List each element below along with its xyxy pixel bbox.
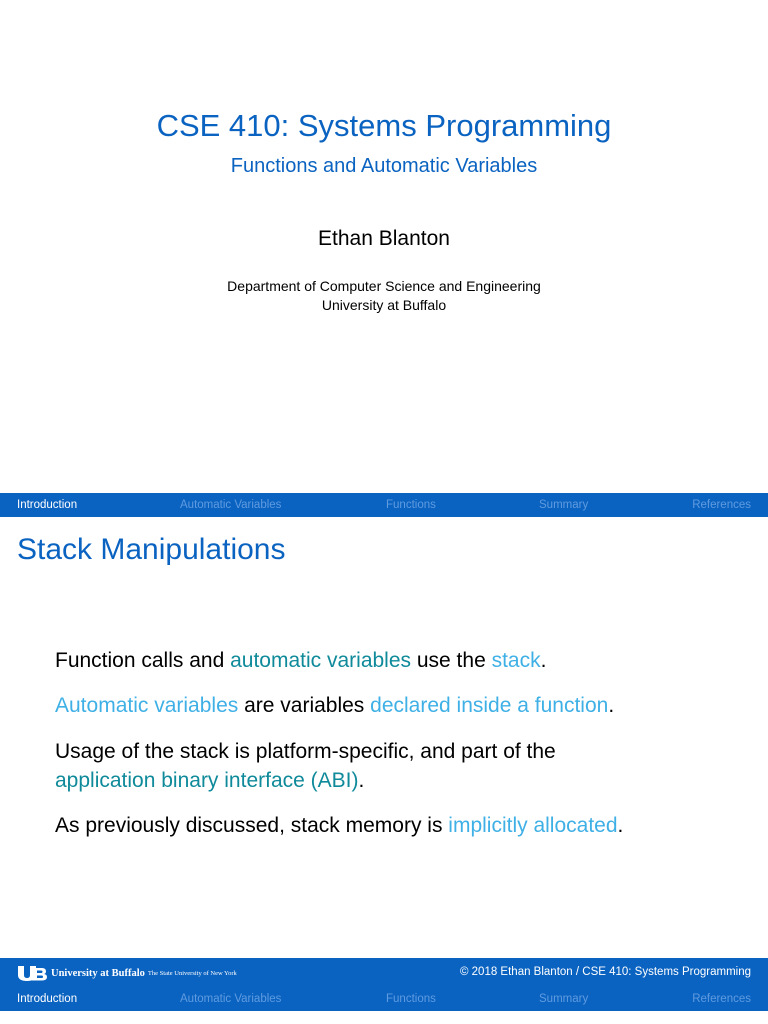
copyright-text: © 2018 Ethan Blanton / CSE 410: Systems Programming — [459, 966, 751, 978]
frame-title: Stack Manipulations — [17, 533, 286, 566]
text-run: . — [540, 649, 547, 672]
nav-introduction[interactable]: Introduction — [17, 993, 78, 1005]
author-name: Ethan Blanton — [318, 227, 450, 250]
logo-wordmark: University at Buffalo — [51, 967, 145, 979]
department-name: Department of Computer Science and Engineering — [227, 278, 541, 294]
ub-logo-icon — [17, 965, 48, 981]
bullet-paragraph — [55, 691, 735, 720]
highlighted-term: Automatic variables — [55, 694, 239, 717]
presentation-subtitle: Functions and Automatic Variables — [230, 155, 538, 177]
nav-summary[interactable]: Summary — [539, 499, 589, 511]
nav-introduction[interactable]: Introduction — [17, 499, 78, 511]
nav-references[interactable]: References — [692, 499, 751, 511]
bullet-paragraph — [55, 737, 735, 795]
nav-automatic-variables[interactable]: Automatic Variables — [180, 993, 282, 1005]
nav-references[interactable]: References — [692, 993, 751, 1005]
nav-summary[interactable]: Summary — [539, 993, 589, 1005]
bottom-section-navbar — [0, 987, 768, 1011]
title-slide — [0, 0, 768, 493]
text-run: . — [617, 814, 624, 837]
text-run: As previously discussed, stack memory is — [55, 814, 449, 837]
bullet-paragraph — [55, 811, 735, 840]
text-run: . — [358, 769, 365, 792]
nav-automatic-variables[interactable]: Automatic Variables — [180, 499, 282, 511]
text-run: Usage of the stack is platform-specific, and part of the — [55, 740, 556, 763]
nav-functions[interactable]: Functions — [386, 993, 436, 1005]
nav-functions[interactable]: Functions — [386, 499, 436, 511]
university-name: University at Buffalo — [321, 297, 447, 313]
text-run: are variables — [238, 694, 371, 717]
highlighted-term: stack — [491, 649, 541, 672]
text-run: Function calls and — [55, 649, 231, 672]
footer-band — [0, 958, 768, 987]
logo-subtitle: The State University of New York — [147, 969, 237, 977]
text-run: use the — [411, 649, 492, 672]
highlighted-term: declared inside a function — [370, 694, 609, 717]
university-logo — [17, 964, 237, 982]
top-section-navbar — [0, 493, 768, 517]
bullet-paragraph — [55, 646, 735, 675]
text-run: . — [608, 694, 615, 717]
highlighted-term: application binary interface (ABI) — [55, 769, 359, 792]
highlighted-term: automatic variables — [230, 649, 412, 672]
highlighted-term: implicitly allocated — [448, 814, 618, 837]
presentation-title: CSE 410: Systems Programming — [156, 108, 612, 143]
